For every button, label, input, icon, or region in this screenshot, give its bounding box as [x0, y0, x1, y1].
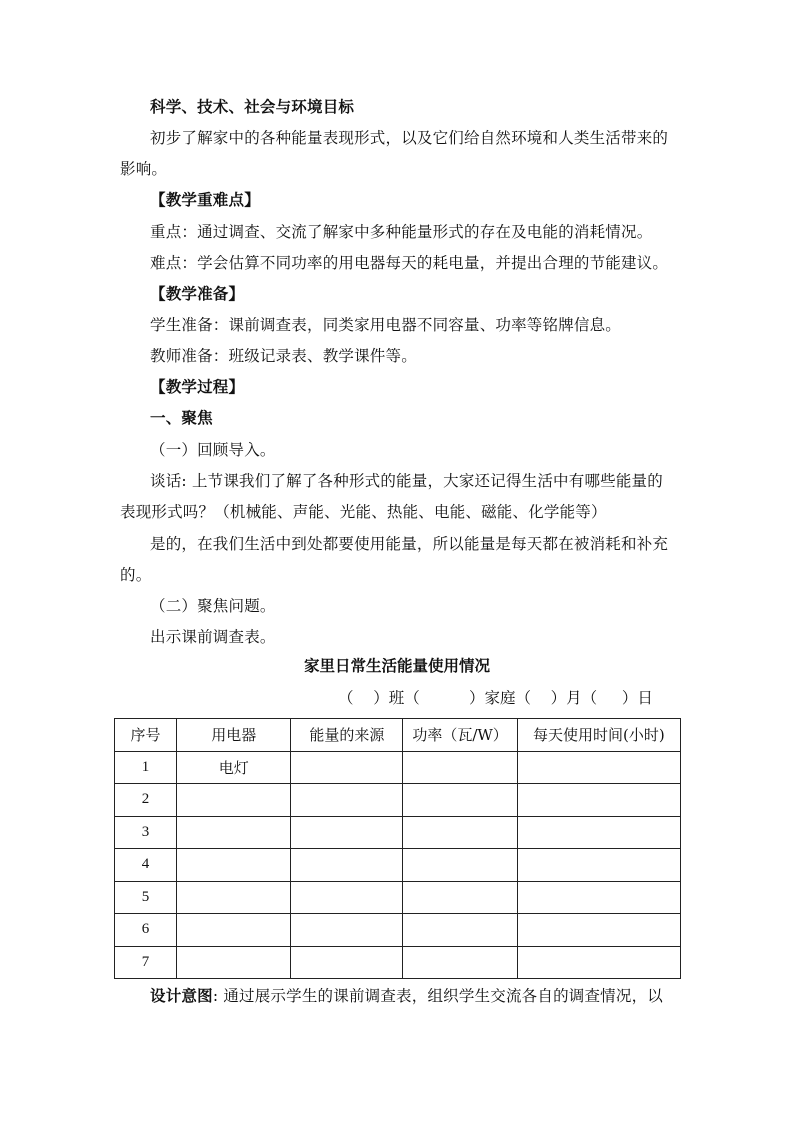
- key-point-difficulty: 难点：学会估算不同功率的用电器每天的耗电量，并提出合理的节能建议。: [150, 254, 669, 272]
- cell-energy-source: [291, 751, 403, 784]
- cell-daily-hours: [517, 816, 680, 849]
- cell-appliance: [177, 849, 291, 882]
- table-row: [115, 849, 681, 882]
- design-intent-label: 设计意图: [150, 986, 213, 1005]
- sub-step-question: （二）聚焦问题。: [150, 597, 276, 615]
- cell-energy-source: [291, 816, 403, 849]
- sub-step-review: （一）回顾导入。: [150, 441, 276, 459]
- table-row: [115, 751, 681, 784]
- cell-appliance: 电灯: [177, 751, 291, 784]
- cell-power: [403, 849, 517, 882]
- step-title-focus: 一、聚焦: [150, 408, 213, 427]
- section-heading-goal: 科学、技术、社会与环境目标: [150, 97, 355, 116]
- cell-energy-source: [291, 784, 403, 817]
- cell-index: 3: [115, 816, 177, 849]
- cell-daily-hours: [517, 914, 680, 947]
- cell-power: [403, 816, 517, 849]
- cell-daily-hours: [517, 784, 680, 817]
- cell-index: 7: [115, 946, 177, 979]
- cell-appliance: [177, 881, 291, 914]
- key-point-focus: 重点：通过调查、交流了解家中多种能量形式的存在及电能的消耗情况。: [150, 223, 653, 241]
- section-heading-preparation: 【教学准备】: [150, 284, 245, 303]
- cell-index: 6: [115, 914, 177, 947]
- cell-index: 5: [115, 881, 177, 914]
- cell-daily-hours: [517, 751, 680, 784]
- header-daily-hours: 每天使用时间(小时): [517, 719, 680, 752]
- talk-text-line-2: 表现形式吗？（机械能、声能、光能、热能、电能、磁能、化学能等）: [120, 503, 607, 521]
- design-intent-text: : 通过展示学生的课前调查表，组织学生交流各自的调查情况，以: [212, 987, 663, 1005]
- cell-index: 2: [115, 784, 177, 817]
- section-heading-key-points: 【教学重难点】: [150, 190, 260, 209]
- header-appliance: 用电器: [177, 719, 291, 752]
- goal-text-line-1: 初步了解家中的各种能量表现形式，以及它们给自然环境和人类生活带来的: [150, 129, 669, 147]
- cell-appliance: [177, 784, 291, 817]
- cell-index: 4: [115, 849, 177, 882]
- cell-energy-source: [291, 849, 403, 882]
- cell-power: [403, 946, 517, 979]
- design-intent-line: [150, 986, 663, 1006]
- goal-text-line-2: 影响。: [120, 160, 168, 178]
- table-row: [115, 946, 681, 979]
- cell-daily-hours: [517, 849, 680, 882]
- section-heading-process: 【教学过程】: [150, 377, 245, 396]
- survey-table: [114, 718, 681, 979]
- table-row: [115, 881, 681, 914]
- survey-title: 家里日常生活能量使用情况: [303, 656, 490, 675]
- cell-index: 1: [115, 751, 177, 784]
- answer-text-line-1: 是的，在我们生活中到处都要使用能量，所以能量是每天都在被消耗和补充: [150, 535, 669, 553]
- cell-energy-source: [291, 881, 403, 914]
- talk-text-line-1: 谈话: 上节课我们了解了各种形式的能量，大家还记得生活中有哪些能量的: [150, 472, 663, 490]
- cell-energy-source: [291, 946, 403, 979]
- survey-meta-line: （ ）班（ ）家庭（ ）月（ ）日: [338, 689, 653, 707]
- answer-text-line-2: 的。: [120, 566, 152, 584]
- preparation-student: 学生准备：课前调查表，同类家用电器不同容量、功率等铭牌信息。: [150, 316, 622, 334]
- cell-power: [403, 784, 517, 817]
- show-survey-text: 出示课前调查表。: [150, 628, 276, 646]
- header-power: 功率（瓦/W）: [403, 719, 517, 752]
- cell-daily-hours: [517, 946, 680, 979]
- header-energy-source: 能量的来源: [291, 719, 403, 752]
- header-index: 序号: [115, 719, 177, 752]
- table-row: [115, 816, 681, 849]
- cell-daily-hours: [517, 881, 680, 914]
- cell-power: [403, 914, 517, 947]
- table-row: [115, 914, 681, 947]
- table-header-row: [115, 719, 681, 752]
- cell-appliance: [177, 914, 291, 947]
- cell-appliance: [177, 816, 291, 849]
- cell-power: [403, 881, 517, 914]
- cell-energy-source: [291, 914, 403, 947]
- preparation-teacher: 教师准备：班级记录表、教学课件等。: [150, 347, 417, 365]
- cell-appliance: [177, 946, 291, 979]
- cell-power: [403, 751, 517, 784]
- table-row: [115, 784, 681, 817]
